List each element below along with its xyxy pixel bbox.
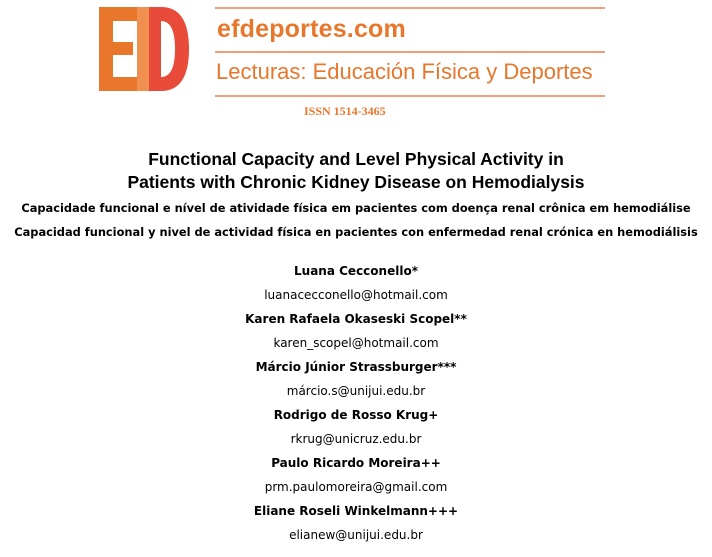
efd-logo-icon [99, 5, 189, 93]
author-name: Eliane Roseli Winkelmann+++ [253, 504, 459, 518]
author-name: Márcio Júnior Strassburger*** [255, 360, 457, 374]
article-title-line-1: Functional Capacity and Level Physical Activity in [148, 149, 564, 169]
author-name: Paulo Ricardo Moreira++ [271, 456, 441, 470]
author-name: Luana Cecconello* [294, 264, 418, 278]
author-email[interactable]: karen_scopel@hotmail.com [273, 336, 439, 350]
header-rule-bottom [215, 95, 605, 97]
author-name: Rodrigo de Rosso Krug+ [273, 408, 439, 422]
subtitle-portuguese: Capacidade funcional e nível de atividade física em pacientes com doença renal crônica em hemodiálise [21, 201, 691, 215]
subtitle-spanish: Capacidad funcional y nivel de actividad física en pacientes con enfermedad renal crónica en hemodiálisis [14, 225, 698, 239]
author-list [0, 259, 712, 547]
author-email[interactable]: prm.paulomoreira@gmail.com [264, 480, 448, 494]
issn-label: ISSN 1514-3465 [304, 104, 386, 118]
author-email[interactable]: luanacecconello@hotmail.com [264, 288, 448, 302]
site-subtitle: Lecturas: Educación Física y Deportes [216, 59, 593, 84]
site-name[interactable]: efdeportes.com [217, 15, 406, 43]
header-rule-middle [215, 51, 605, 53]
author-email[interactable]: elianew@unijui.edu.br [289, 528, 423, 542]
author-email[interactable]: rkrug@unicruz.edu.br [290, 432, 422, 446]
article-title [0, 148, 712, 194]
header-rule-top [215, 7, 605, 9]
author-name: Karen Rafaela Okaseski Scopel** [245, 312, 467, 326]
article-title-line-2: Patients with Chronic Kidney Disease on Hemodialysis [127, 172, 585, 192]
author-email[interactable]: márcio.s@unijui.edu.br [286, 384, 426, 398]
site-header [99, 5, 609, 97]
